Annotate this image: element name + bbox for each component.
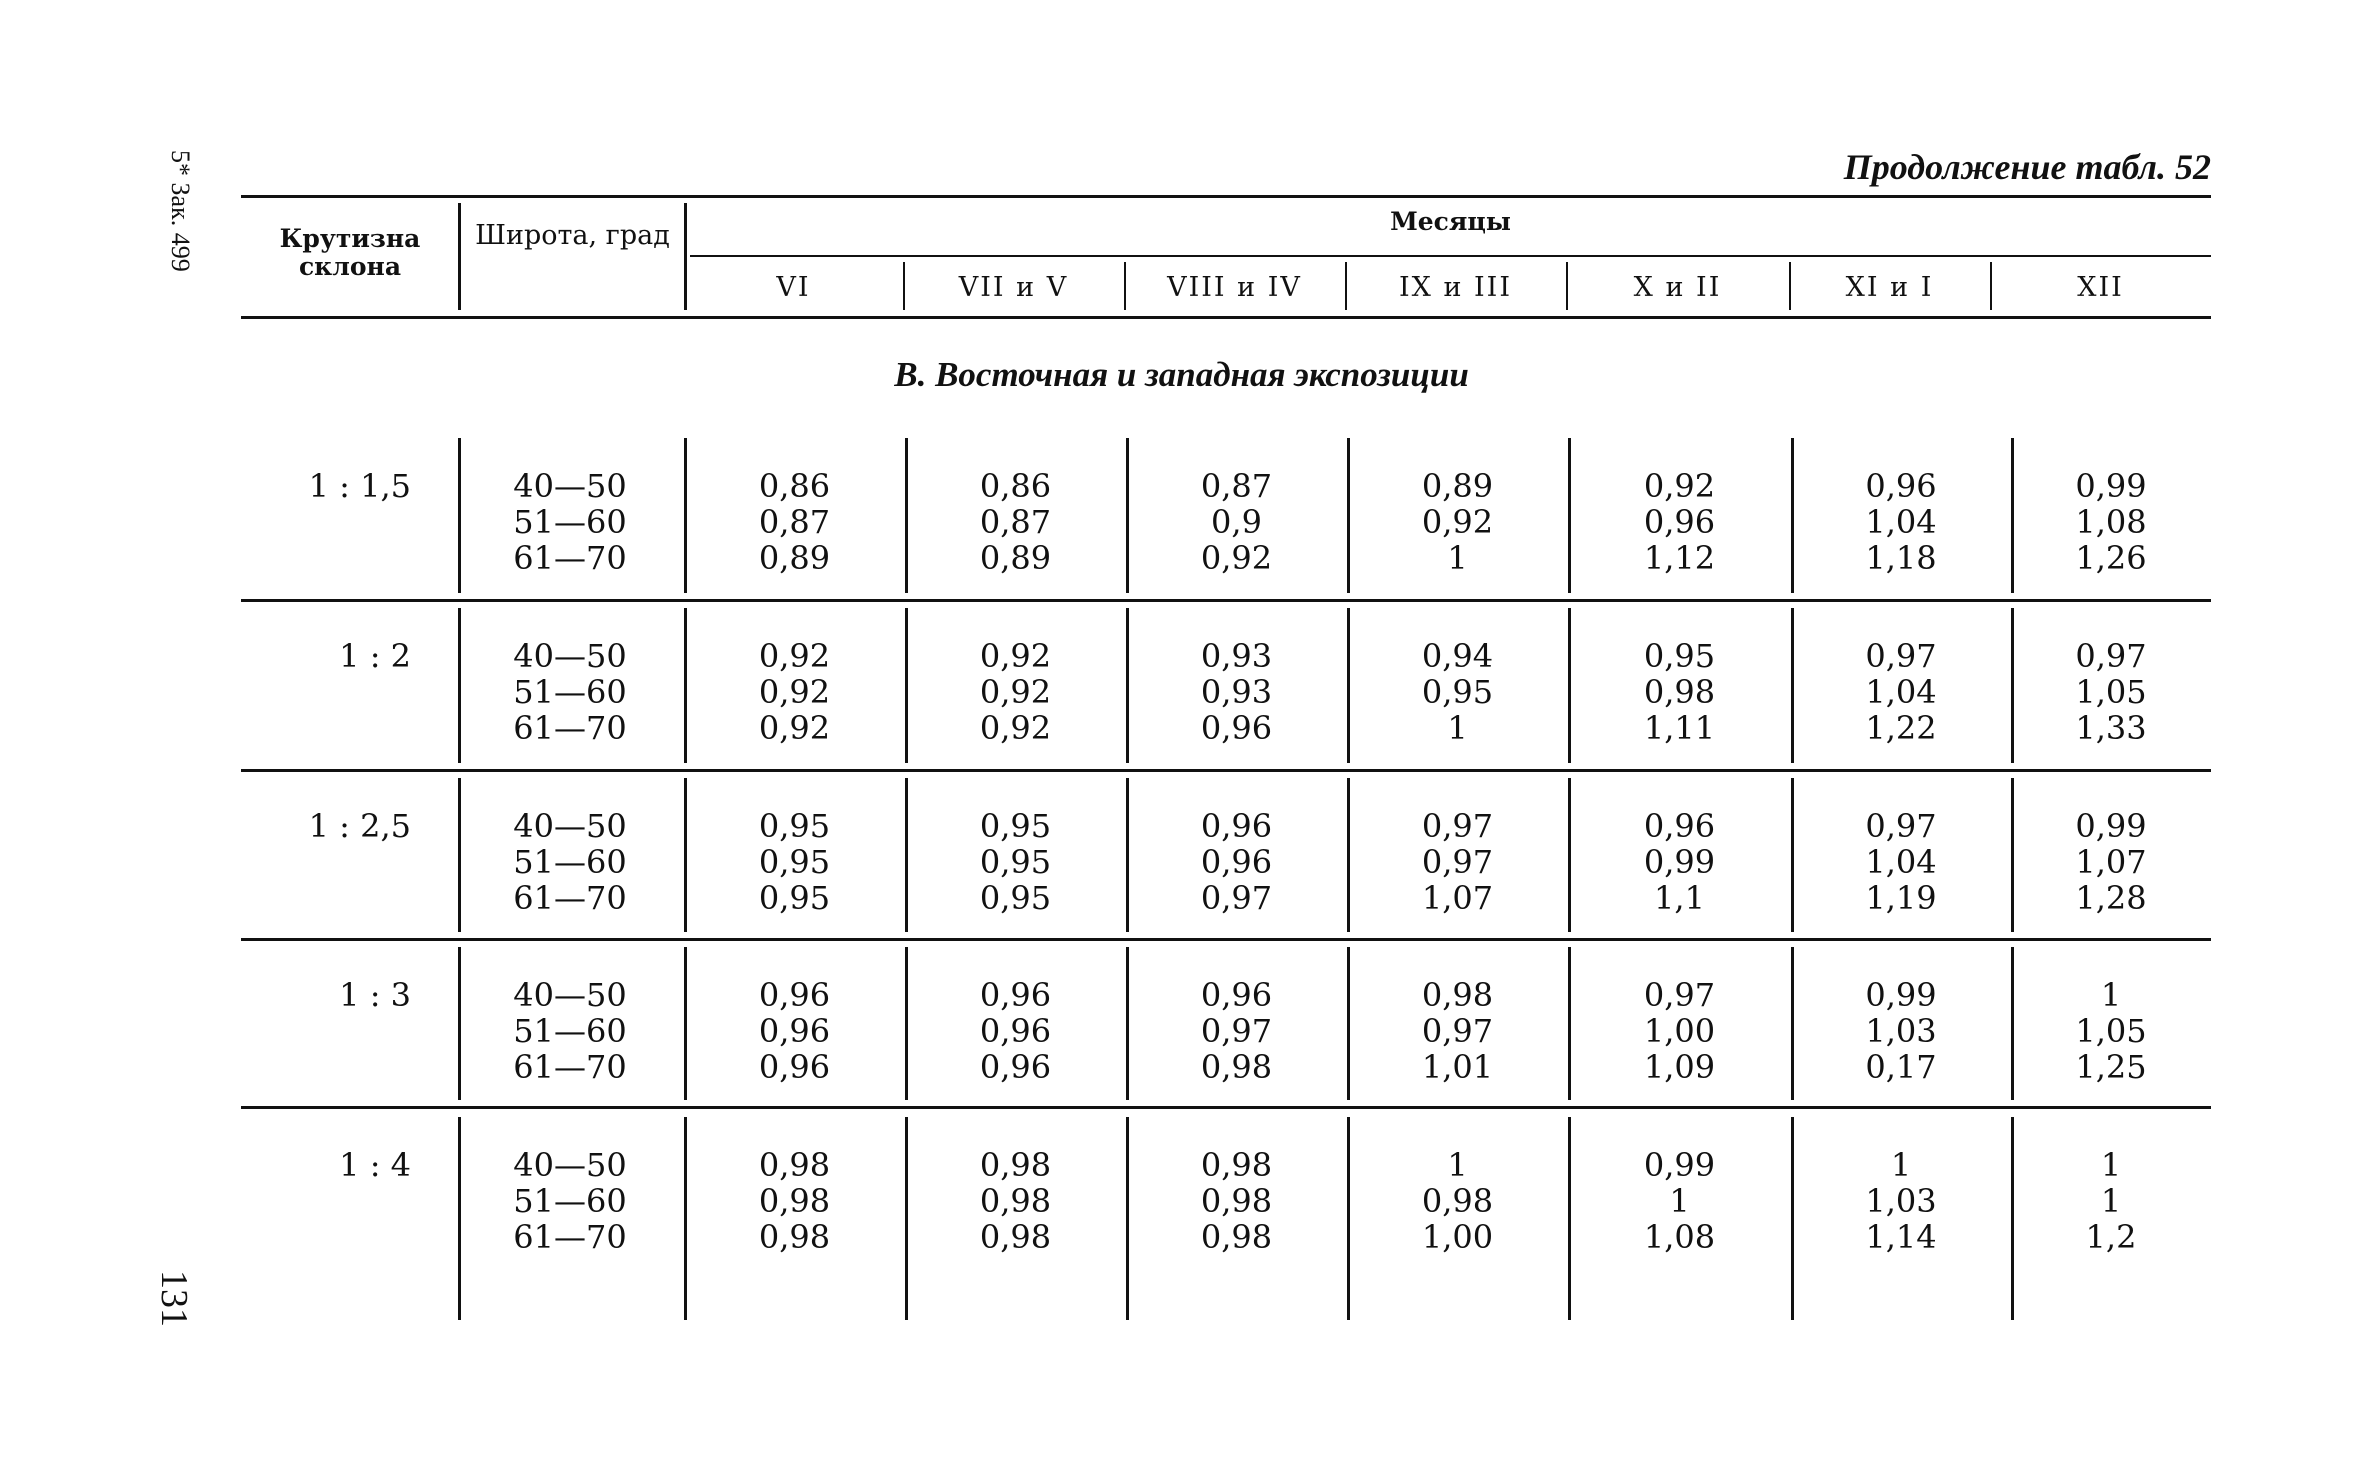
column-divider <box>458 438 461 593</box>
coefficient-value: 0,98 <box>1200 1146 1273 1184</box>
latitude-range: 51—60 <box>513 1182 627 1220</box>
coefficient-value: 0,98 <box>758 1218 831 1256</box>
coefficient-value: 1,19 <box>1865 879 1937 917</box>
coefficient-value: 1 <box>1890 1146 1912 1184</box>
header-column-divider <box>684 203 687 310</box>
coefficient-value: 0,95 <box>979 807 1052 845</box>
column-header-months: Месяцы <box>1390 207 1511 236</box>
coefficient-value: 0,97 <box>1421 1012 1494 1050</box>
coefficient-value: 0,97 <box>1865 637 1937 675</box>
coefficient-value: 0,95 <box>758 843 831 881</box>
coefficient-value: 0,93 <box>1200 673 1273 711</box>
slope-value: 1 : 2 <box>339 637 411 675</box>
coefficient-value: 1,22 <box>1865 709 1937 747</box>
column-header-latitude: Широта, град <box>475 220 670 251</box>
coefficient-value: 1,00 <box>1421 1218 1494 1256</box>
latitude-range: 40—50 <box>513 467 627 505</box>
coefficient-value: 1,03 <box>1865 1182 1937 1220</box>
coefficient-value: 0,97 <box>1865 807 1937 845</box>
coefficient-value: 0,95 <box>979 879 1052 917</box>
coefficient-value: 0,92 <box>1643 467 1716 505</box>
coefficient-value: 0,96 <box>1200 807 1273 845</box>
months-header-rule <box>690 255 2211 257</box>
column-divider <box>458 778 461 932</box>
column-divider <box>458 947 461 1100</box>
coefficient-value: 0,95 <box>758 807 831 845</box>
coefficient-value: 0,97 <box>1421 843 1494 881</box>
latitude-range: 61—70 <box>513 1218 627 1256</box>
coefficient-value: 0,99 <box>1865 976 1937 1014</box>
column-header-slope: Крутизна склона <box>279 224 421 281</box>
table-continuation-title: Продолжение табл. 52 <box>1843 147 2211 187</box>
coefficient-value: 0,96 <box>1643 807 1716 845</box>
coefficient-value: 0,17 <box>1865 1048 1937 1086</box>
coefficient-value: 0,96 <box>758 1012 831 1050</box>
latitude-range: 61—70 <box>513 1048 627 1086</box>
table-header-bottom-rule <box>241 316 2211 319</box>
latitude-range: 51—60 <box>513 843 627 881</box>
coefficient-value: 1,03 <box>1865 1012 1937 1050</box>
coefficient-value: 0,87 <box>979 503 1052 541</box>
column-divider <box>458 608 461 763</box>
coefficient-value: 0,97 <box>1200 1012 1273 1050</box>
coefficient-value: 0,96 <box>758 976 831 1014</box>
coefficient-value: 0,94 <box>1421 637 1494 675</box>
coefficient-value: 0,92 <box>758 637 831 675</box>
latitude-range: 40—50 <box>513 637 627 675</box>
coefficient-value: 1,08 <box>1643 1218 1716 1256</box>
month-header-2: VII и V <box>958 272 1069 303</box>
latitude-range: 40—50 <box>513 976 627 1014</box>
coefficient-value: 0,87 <box>758 503 831 541</box>
coefficient-value: 1 <box>2100 1182 2122 1220</box>
coefficient-value: 0,86 <box>979 467 1052 505</box>
coefficient-value: 1 <box>2100 976 2122 1014</box>
coefficient-value: 0,92 <box>979 673 1052 711</box>
coefficient-value: 1,08 <box>2075 503 2147 541</box>
month-header-divider <box>1990 262 1992 310</box>
month-header-4: IX и III <box>1398 272 1513 303</box>
coefficient-value: 1,1 <box>1654 879 1705 917</box>
coefficient-value: 0,99 <box>1643 1146 1716 1184</box>
coefficient-value: 1,07 <box>2075 843 2147 881</box>
coefficient-value: 0,99 <box>2075 807 2147 845</box>
coefficient-value: 0,92 <box>979 637 1052 675</box>
coefficient-value: 0,89 <box>979 539 1052 577</box>
coefficient-value: 1 <box>2100 1146 2122 1184</box>
coefficient-value: 0,96 <box>979 976 1052 1014</box>
coefficient-value: 1,05 <box>2075 1012 2147 1050</box>
coefficient-value: 0,97 <box>1200 879 1273 917</box>
coefficient-value: 0,98 <box>979 1218 1052 1256</box>
latitude-range: 51—60 <box>513 503 627 541</box>
section-title: В. Восточная и западная экспозиции <box>894 355 1469 394</box>
coefficient-value: 0,96 <box>979 1012 1052 1050</box>
month-header-6: XI и I <box>1845 272 1934 303</box>
coefficient-value: 0,95 <box>1643 637 1716 675</box>
coefficient-value: 0,96 <box>979 1048 1052 1086</box>
coefficient-value: 0,96 <box>1643 503 1716 541</box>
coefficient-value: 0,99 <box>1643 843 1716 881</box>
coefficient-value: 1 <box>1447 539 1468 577</box>
coefficient-value: 1,28 <box>2075 879 2147 917</box>
coefficient-value: 1,14 <box>1865 1218 1937 1256</box>
table-top-rule <box>241 195 2211 198</box>
coefficient-value: 1,26 <box>2075 539 2147 577</box>
coefficient-value: 0,99 <box>2075 467 2147 505</box>
latitude-range: 51—60 <box>513 673 627 711</box>
coefficient-value: 0,92 <box>1200 539 1273 577</box>
side-reference-note: 5* Зак. 499 <box>166 150 195 272</box>
coefficient-value: 0,96 <box>1865 467 1937 505</box>
coefficient-value: 1 <box>1669 1182 1690 1220</box>
month-header-divider <box>1124 262 1126 310</box>
coefficient-value: 0,98 <box>979 1146 1052 1184</box>
group-separator-rule <box>241 599 2211 602</box>
coefficient-value: 0,97 <box>1643 976 1716 1014</box>
header-column-divider <box>458 203 461 310</box>
coefficient-value: 1,04 <box>1865 673 1937 711</box>
coefficient-value: 1,18 <box>1865 539 1937 577</box>
latitude-range: 51—60 <box>513 1012 627 1050</box>
coefficient-value: 1,05 <box>2075 673 2147 711</box>
coefficient-value: 0,98 <box>1421 976 1494 1014</box>
coefficient-value: 0,95 <box>979 843 1052 881</box>
coefficient-value: 1 <box>1447 1146 1468 1184</box>
coefficient-value: 0,95 <box>1421 673 1494 711</box>
coefficient-value: 0,87 <box>1200 467 1273 505</box>
month-header-divider <box>1345 262 1347 310</box>
coefficient-value: 1,2 <box>2085 1218 2137 1256</box>
coefficient-value: 0,97 <box>1421 807 1494 845</box>
coefficient-value: 1,09 <box>1643 1048 1716 1086</box>
coefficient-value: 0,98 <box>979 1182 1052 1220</box>
slope-value: 1 : 1,5 <box>308 467 411 505</box>
coefficient-value: 0,93 <box>1200 637 1273 675</box>
latitude-range: 61—70 <box>513 879 627 917</box>
coefficient-value: 1,25 <box>2075 1048 2147 1086</box>
coefficient-value: 0,98 <box>1200 1048 1273 1086</box>
coefficient-value: 1,12 <box>1643 539 1716 577</box>
coefficient-value: 0,92 <box>1421 503 1494 541</box>
month-header-divider <box>903 262 905 310</box>
month-header-7: XII <box>2077 272 2124 303</box>
coefficient-value: 0,96 <box>1200 709 1273 747</box>
coefficient-value: 0,96 <box>758 1048 831 1086</box>
coefficient-value: 0,86 <box>758 467 831 505</box>
slope-value: 1 : 2,5 <box>308 807 411 845</box>
coefficient-value: 1,33 <box>2075 709 2147 747</box>
group-separator-rule <box>241 769 2211 772</box>
coefficient-value: 1,00 <box>1643 1012 1716 1050</box>
group-separator-rule <box>241 1106 2211 1109</box>
latitude-range: 40—50 <box>513 807 627 845</box>
coefficient-value: 0,96 <box>1200 976 1273 1014</box>
month-header-1: VI <box>776 272 811 303</box>
latitude-range: 40—50 <box>513 1146 627 1184</box>
month-header-divider <box>1789 262 1791 310</box>
coefficient-value: 1,11 <box>1643 709 1716 747</box>
coefficient-value: 0,98 <box>1200 1182 1273 1220</box>
coefficient-value: 0,92 <box>979 709 1052 747</box>
coefficient-value: 0,9 <box>1211 503 1262 541</box>
coefficient-value: 0,92 <box>758 709 831 747</box>
column-divider <box>458 1117 461 1320</box>
coefficient-value: 0,98 <box>758 1146 831 1184</box>
coefficient-value: 0,89 <box>758 539 831 577</box>
group-separator-rule <box>241 938 2211 941</box>
coefficient-value: 1,07 <box>1421 879 1494 917</box>
latitude-range: 61—70 <box>513 539 627 577</box>
coefficient-value: 0,98 <box>758 1182 831 1220</box>
coefficient-value: 0,95 <box>758 879 831 917</box>
coefficient-value: 0,96 <box>1200 843 1273 881</box>
month-header-divider <box>1566 262 1568 310</box>
coefficient-value: 1,04 <box>1865 503 1937 541</box>
coefficient-value: 0,89 <box>1421 467 1494 505</box>
slope-value: 1 : 4 <box>339 1146 411 1184</box>
latitude-range: 61—70 <box>513 709 627 747</box>
coefficient-value: 0,98 <box>1421 1182 1494 1220</box>
coefficient-value: 0,92 <box>758 673 831 711</box>
slope-value: 1 : 3 <box>339 976 411 1014</box>
coefficient-value: 0,98 <box>1200 1218 1273 1256</box>
coefficient-value: 0,98 <box>1643 673 1716 711</box>
coefficient-value: 1,01 <box>1421 1048 1494 1086</box>
coefficient-value: 1,04 <box>1865 843 1937 881</box>
page-number: 131 <box>153 1270 195 1327</box>
coefficient-value: 1 <box>1447 709 1468 747</box>
month-header-5: X и II <box>1633 272 1722 303</box>
month-header-3: VIII и IV <box>1167 272 1302 303</box>
coefficient-value: 0,97 <box>2075 637 2147 675</box>
